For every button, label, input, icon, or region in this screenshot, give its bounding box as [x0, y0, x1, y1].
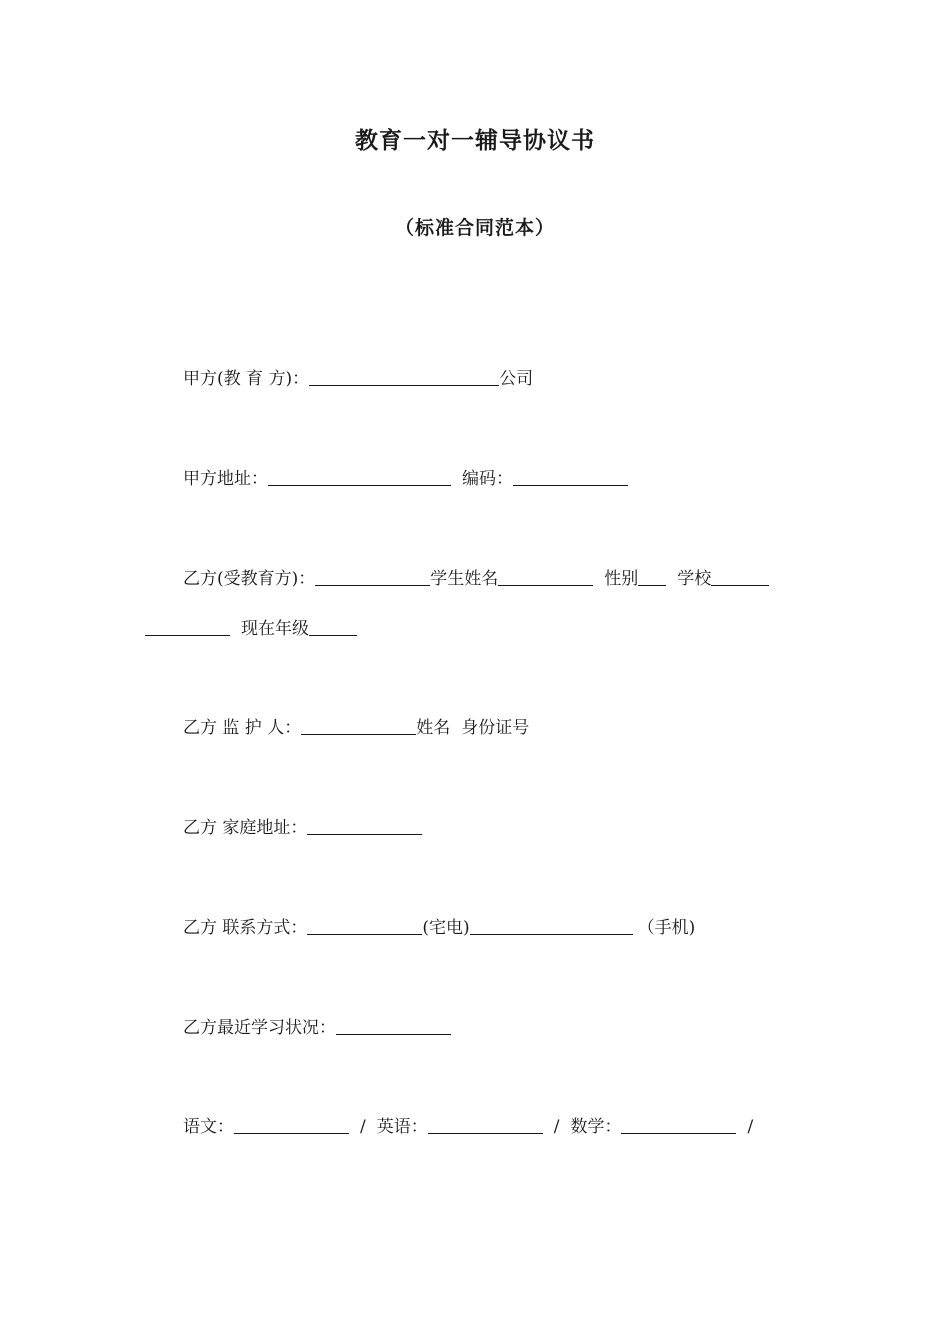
landline-label: (宅电) — [422, 918, 470, 938]
party-b-label: 乙方(受教育方)： — [183, 569, 316, 589]
school-label: 学校 — [677, 569, 712, 589]
guardian-id-label: 身份证号 — [461, 718, 530, 738]
chinese-label: 语文： — [183, 1117, 234, 1137]
document-title: 教育一对一辅导协议书 — [355, 128, 595, 154]
contact-label: 乙方 联系方式： — [183, 918, 308, 938]
party-b-line-cont — [145, 617, 357, 641]
school-field-cont[interactable] — [145, 617, 230, 636]
student-name-field[interactable] — [498, 567, 593, 586]
guardian-line — [183, 716, 529, 740]
chinese-field[interactable] — [234, 1115, 349, 1134]
postcode-label: 编码： — [462, 469, 513, 489]
party-a-suffix: 公司 — [499, 369, 534, 389]
party-a-label: 甲方(教 育 方)： — [183, 369, 310, 389]
study-status-field[interactable] — [336, 1016, 451, 1035]
party-b-name-field[interactable] — [315, 567, 430, 586]
study-status-line — [183, 1016, 451, 1040]
party-a-name-field[interactable] — [309, 367, 499, 386]
english-label: 英语： — [376, 1117, 428, 1137]
document-subtitle: （标准合同范本） — [394, 217, 555, 239]
math-field[interactable] — [621, 1115, 736, 1134]
postcode-field[interactable] — [513, 467, 628, 486]
party-a-address-field[interactable] — [268, 467, 451, 486]
party-a-address-label: 甲方地址： — [183, 469, 268, 489]
grade-field[interactable] — [309, 617, 357, 636]
school-field[interactable] — [711, 567, 769, 586]
guardian-field[interactable] — [301, 716, 416, 735]
home-address-line — [183, 816, 422, 840]
home-address-field[interactable] — [307, 816, 422, 835]
separator-1: / — [360, 1117, 366, 1137]
mobile-field[interactable] — [470, 916, 633, 935]
math-label: 数学： — [570, 1117, 622, 1137]
student-name-label: 学生姓名 — [430, 569, 499, 589]
party-a-line — [183, 367, 533, 391]
gender-label: 性别 — [604, 569, 639, 589]
study-status-label: 乙方最近学习状况： — [183, 1018, 336, 1038]
guardian-label: 乙方 监 护 人： — [183, 718, 302, 738]
mobile-label: （手机) — [637, 918, 696, 938]
grade-label: 现在年级 — [241, 619, 309, 639]
party-b-line — [183, 567, 769, 591]
contact-line — [183, 916, 695, 940]
subjects-line — [183, 1115, 753, 1139]
guardian-name-label: 姓名 — [416, 718, 451, 738]
separator-2: / — [553, 1117, 560, 1137]
home-address-label: 乙方 家庭地址： — [183, 818, 308, 838]
party-a-address-line — [183, 467, 628, 491]
gender-field[interactable] — [638, 567, 666, 586]
landline-field[interactable] — [307, 916, 422, 935]
english-field[interactable] — [428, 1115, 543, 1134]
separator-3: / — [747, 1117, 754, 1137]
